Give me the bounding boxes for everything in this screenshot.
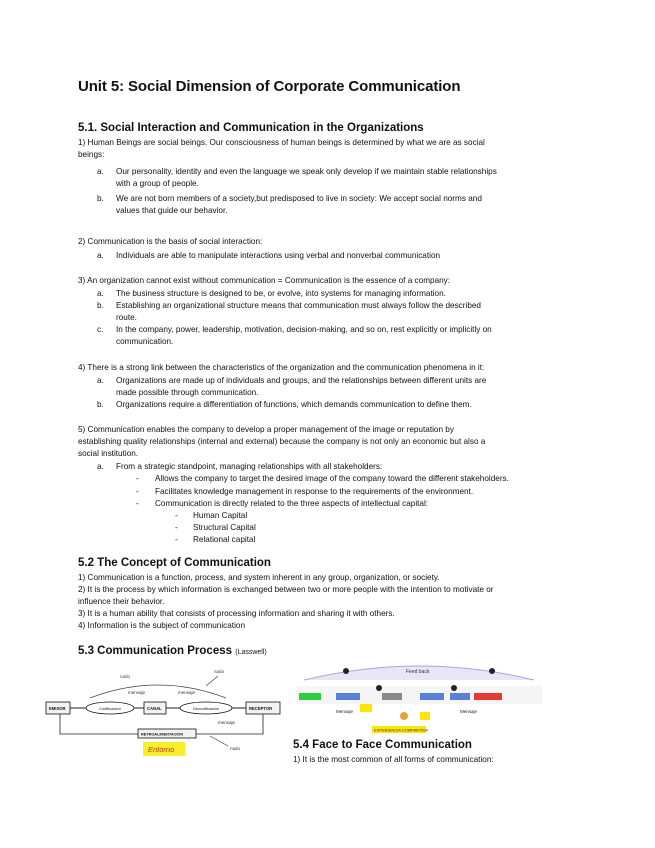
sub-item-text: Relational capital [193,535,256,544]
channel-box [420,693,444,700]
noise-box [420,712,430,720]
list-item-text: made possible through communication. [116,388,259,397]
person-icon [451,685,457,691]
list-item-text: Individuals are able to manipulate interactions using verbal and nonverbal communication [116,251,441,260]
dash-item-text: Allows the company to target the desired image of the company toward the different stakeholders. [155,474,509,483]
paragraph-5-line-2: establishing quality relationships (internal and external) because the company is not only an economic but also a [78,437,486,446]
channel-box [450,693,470,700]
mensaje-label: mensaje [178,690,196,695]
retroalimentacion-label: RETROALIMENTACION [141,732,184,737]
list-label: a. [97,376,104,385]
paragraph-1-line-1: 1) Human Beings are social beings. Our consciousness of human beings is determined by what we are as social [78,138,485,147]
feedback-label: Feed back [406,669,430,675]
canal-label: CANAL [147,706,162,711]
ruido-label: ruido [230,746,241,751]
dash-bullet: - [136,474,139,483]
list-label: a. [97,289,104,298]
ruido-label: ruido [120,674,131,679]
shared-experience-label: EXPERIENCIA COMPARTIDA [374,727,429,733]
emisor-label: EMISOR [49,706,66,711]
list-label: b. [97,194,104,203]
codificacion-label: Codificación [99,706,121,711]
decodificacion-label: Decodificación [193,706,220,711]
paragraph-4: 4) There is a strong link between the characteristics of the organization and the communication phenomena in it: [78,363,485,372]
section-5-4-heading: 5.4 Face to Face Communication [293,739,472,751]
paragraph-5-line-3: social institution. [78,449,139,458]
section-5-2-heading: 5.2 The Concept of Communication [78,557,271,569]
ruido-label: ruido [214,669,225,674]
emisor-box [299,693,321,700]
dash-bullet: - [175,535,178,544]
list-item-text: From a strategic standpoint, managing relationships with all stakeholders: [116,462,383,471]
speaker-icon [400,712,408,720]
list-label: b. [97,400,104,409]
channel-box [382,693,402,700]
paragraph-5-line-1: 5) Communication enables the company to develop a proper management of the image or reputation by [78,425,454,434]
section-5-3-title: 5.3 Communication Process [78,645,233,657]
receptor-box [474,693,502,700]
person-icon [343,668,349,674]
dash-bullet: - [175,523,178,532]
sub-item-text: Structural Capital [193,523,256,532]
face-to-face-line: 1) It is the most common of all forms of communication: [293,755,494,764]
face-to-face-diagram [294,658,544,734]
list-item-text: values that guide our behavior. [116,206,228,215]
mensaje-label: Mensaje [336,709,354,714]
person-icon [489,668,495,674]
paragraph-2: 2) Communication is the basis of social interaction: [78,237,263,246]
concept-line: influence their behavior. [78,597,165,606]
dash-bullet: - [136,487,139,496]
section-5-1-heading: 5.1. Social Interaction and Communication in the Organizations [78,122,424,134]
concept-line: 4) Information is the subject of communication [78,621,246,630]
list-item-text: Establishing an organizational structure means that communication must always follow the described [116,301,481,310]
channel-box [336,693,360,700]
list-item-text: Organizations are made up of individuals and groups, and the relationships between different units are [116,376,487,385]
list-item-text: Organizations require a differentiation of functions, which demands communication to define them. [116,400,472,409]
section-5-3-suffix: (Lasswell) [235,649,267,656]
paragraph-3: 3) An organization cannot exist without communication = Communication is the essence of a company: [78,276,451,285]
entorno-label: Entorno [148,745,175,754]
list-item-text: The business structure is designed to be, or evolve, into systems for managing information. [116,289,446,298]
concept-line: 2) It is the process by which information is exchanged between two or more people with the intention to motivate or [78,585,494,594]
mensaje-label: mensaje [128,690,146,695]
dash-bullet: - [136,499,139,508]
list-label: a. [97,462,104,471]
page-title: Unit 5: Social Dimension of Corporate Communication [78,78,461,95]
list-item-text: route. [116,313,137,322]
list-item-text: In the company, power, leadership, motivation, decision-making, and so on, rest explicitly or implicitly on [116,325,492,334]
receptor-label: RECEPTOR [249,706,273,711]
lasswell-diagram [38,662,288,762]
list-item-text: with a group of people. [116,179,199,188]
mensaje-label: mensaje [218,720,236,725]
list-label: c. [97,325,104,334]
mensaje-label: Mensaje [460,709,478,714]
person-icon [376,685,382,691]
list-label: b. [97,301,104,310]
list-item-text: communication. [116,337,174,346]
list-label: a. [97,251,104,260]
list-item-text: We are not born members of a society,but predisposed to live in society: We accept social norms and [116,194,482,203]
dash-item-text: Communication is directly related to the three aspects of intellectual capital: [155,499,429,508]
section-5-3-heading [78,645,267,657]
noise-box [360,704,372,712]
paragraph-1-line-2: beings: [78,150,105,159]
dash-item-text: Facilitates knowledge management in response to the requirements of the environment. [155,487,474,496]
concept-line: 1) Communication is a function, process, and system inherent in any group, organization, or society. [78,573,440,582]
list-label: a. [97,167,104,176]
list-item-text: Our personality, identity and even the language we speak only develop if we maintain stable relationships [116,167,497,176]
concept-line: 3) It is a human ability that consists of processing information and sharing it with others. [78,609,395,618]
dash-bullet: - [175,511,178,520]
sub-item-text: Human Capital [193,511,248,520]
